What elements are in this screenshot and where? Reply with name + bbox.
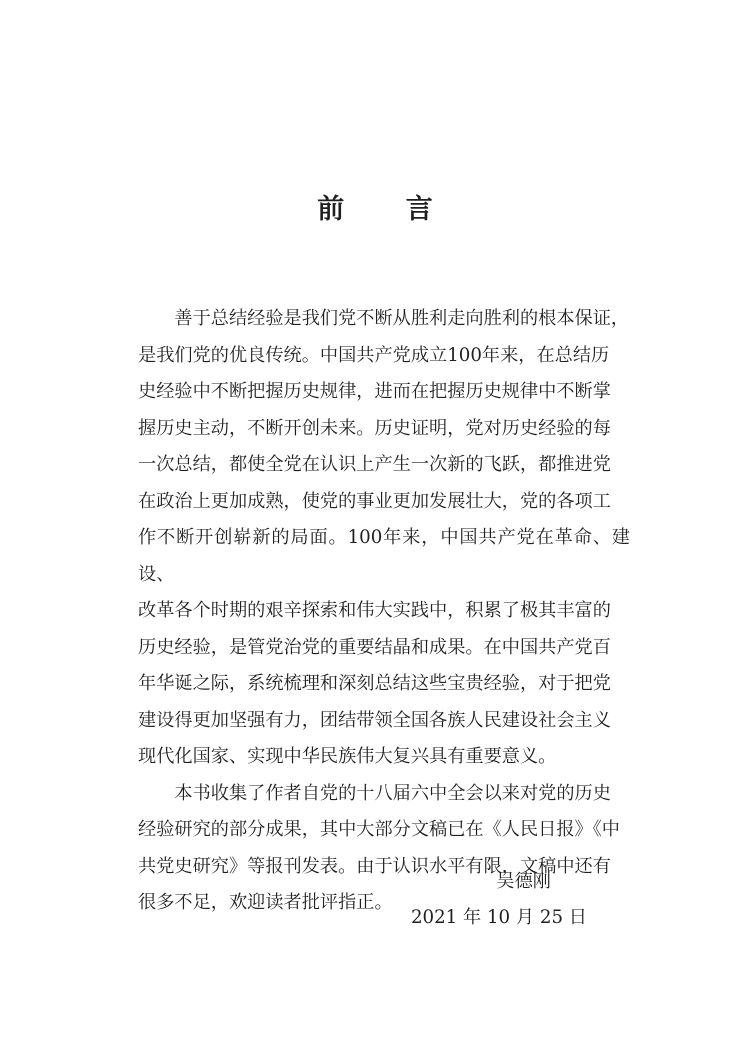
page-title: 前 言 — [317, 194, 459, 226]
preface-paragraph-2: 本书收集了作者自党的十八届六中全会以来对党的历史 经验研究的部分成果，其中大部分文稿已在《人民日报》《中 共党史研究》等报刊发表。由于认识水平有限，文稿中还有 很多不足，欢迎读者批评指正。 — [138, 782, 620, 913]
author-signature: 吴德刚 — [496, 871, 551, 892]
preface-paragraph-1: 善于总结经验是我们党不断从胜利走向胜利的根本保证， 是我们党的优良传统。中国共产党成立100年来，在总结历 史经验中不断把握历史规律，进而在把握历史规律中不断掌 握历史主动，不断开创未来。历史证明，党对历史经验的每 一次总结，都使全党在认识上产生一次新的飞跃，都推进党 在政治上更加成熟，使党的事业更加发展壮大，党的各项工 作不断开创崭新的局面。100年来，中国共产党在革命、建设、 改革各个时期的艰辛探索和伟大实践中，积累了极其丰富的 历史经验，是管党治党的重要结晶和成果。在中国共产党百 年华诞之际，系统梳理和深刻总结这些宝贵经验，对于把党 建设得更加坚强有力，团结带领全国各族人民建设社会主义 现代化国家、实现中华民族伟大复兴具有重要意义。 — [138, 308, 630, 767]
preface-body — [138, 301, 630, 922]
signature-date: 2021 年 10 月 25 日 — [410, 907, 587, 928]
